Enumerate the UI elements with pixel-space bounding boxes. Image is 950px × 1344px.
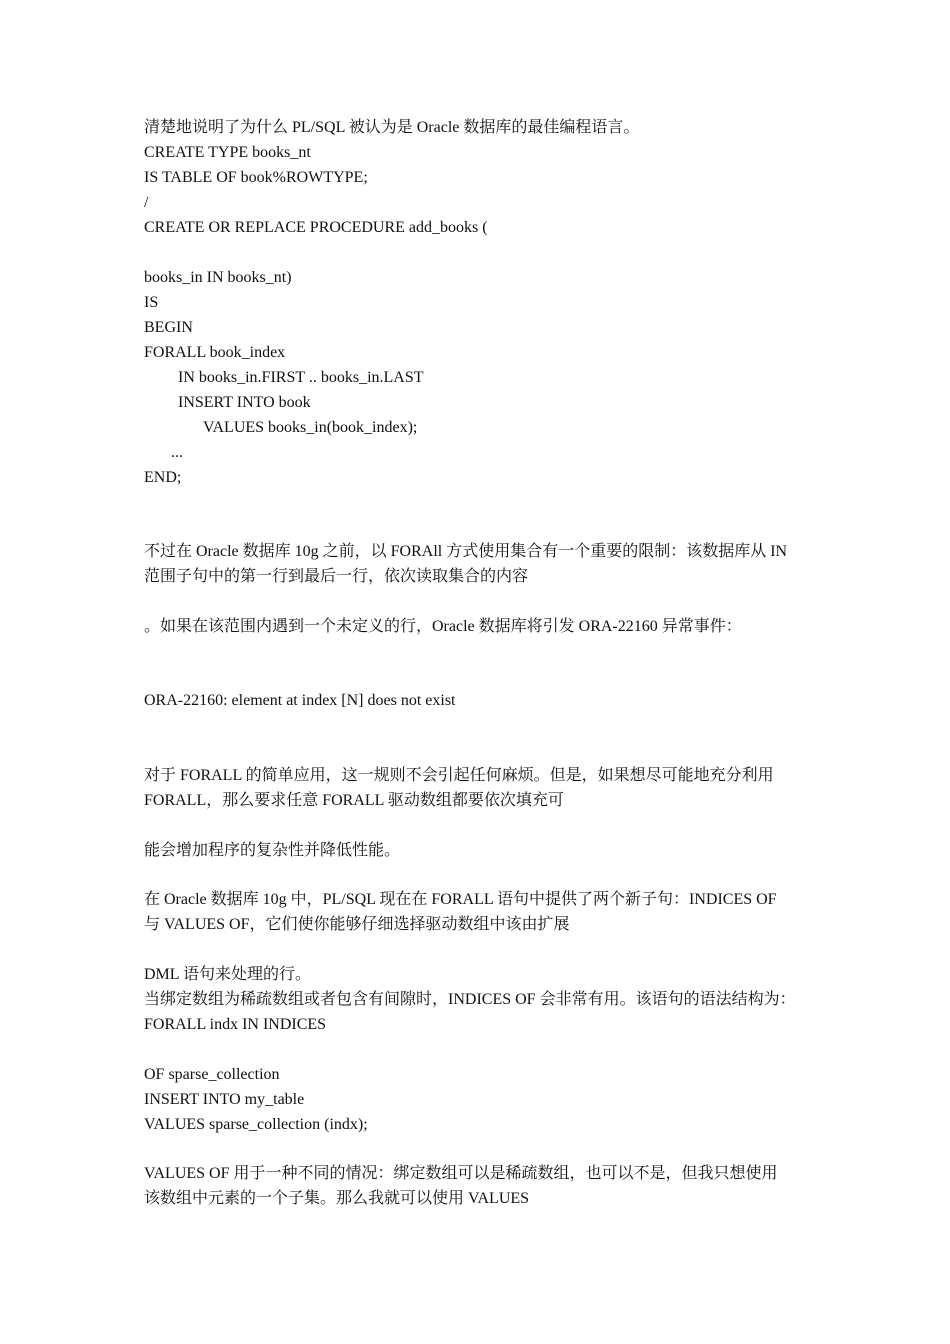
- paragraph-line: DML 语句来处理的行。: [144, 966, 311, 983]
- code-line: IN books_in.FIRST .. books_in.LAST: [178, 369, 424, 386]
- paragraph-line: 范围子句中的第一行到最后一行，依次读取集合的内容: [144, 568, 529, 585]
- paragraph-line: 该数组中元素的一个子集。那么我就可以使用 VALUES: [144, 1190, 530, 1207]
- code-line: INSERT INTO my_table: [144, 1091, 305, 1108]
- code-line: END;: [144, 469, 182, 486]
- code-line: CREATE OR REPLACE PROCEDURE add_books (: [144, 219, 488, 236]
- code-line: FORALL book_index: [144, 344, 286, 361]
- code-line: BEGIN: [144, 319, 193, 336]
- paragraph-line: 。如果在该范围内遇到一个未定义的行，Oracle 数据库将引发 ORA-22160 异常事件：: [144, 618, 742, 635]
- code-line: OF sparse_collection: [144, 1066, 280, 1083]
- code-line: VALUES sparse_collection (indx);: [144, 1116, 368, 1133]
- paragraph-line: 不过在 Oracle 数据库 10g 之前，以 FORAll 方式使用集合有一个重要的限制：该数据库从 IN: [144, 543, 788, 560]
- code-line: ...: [171, 444, 183, 461]
- paragraph-line: FORALL，那么要求任意 FORALL 驱动数组都要依次填充可: [144, 792, 564, 809]
- code-line: FORALL indx IN INDICES: [144, 1016, 327, 1033]
- paragraph-line: 对于 FORALL 的简单应用，这一规则不会引起任何麻烦。但是，如果想尽可能地充分利用: [144, 767, 774, 784]
- code-line: IS TABLE OF book%ROWTYPE;: [144, 169, 368, 186]
- paragraph-line: VALUES OF 用于一种不同的情况：绑定数组可以是稀疏数组，也可以不是，但我只想使用: [144, 1165, 778, 1182]
- code-line: IS: [144, 294, 159, 311]
- paragraph-line: 与 VALUES OF，它们使你能够仔细选择驱动数组中该由扩展: [144, 916, 570, 933]
- paragraph-line: 在 Oracle 数据库 10g 中，PL/SQL 现在在 FORALL 语句中提供了两个新子句：INDICES OF: [144, 891, 777, 908]
- paragraph-line: 当绑定数组为稀疏数组或者包含有间隙时，INDICES OF 会非常有用。该语句的语法结构为：: [144, 991, 796, 1008]
- code-line: VALUES books_in(book_index);: [203, 419, 418, 436]
- code-line: INSERT INTO book: [178, 394, 311, 411]
- code-line: books_in IN books_nt): [144, 269, 292, 286]
- intro-line: 清楚地说明了为什么 PL/SQL 被认为是 Oracle 数据库的最佳编程语言。: [144, 119, 640, 136]
- error-message-line: ORA-22160: element at index [N] does not exist: [144, 692, 456, 709]
- code-line: /: [144, 194, 149, 211]
- paragraph-line: 能会增加程序的复杂性并降低性能。: [144, 842, 401, 859]
- code-line: CREATE TYPE books_nt: [144, 144, 311, 161]
